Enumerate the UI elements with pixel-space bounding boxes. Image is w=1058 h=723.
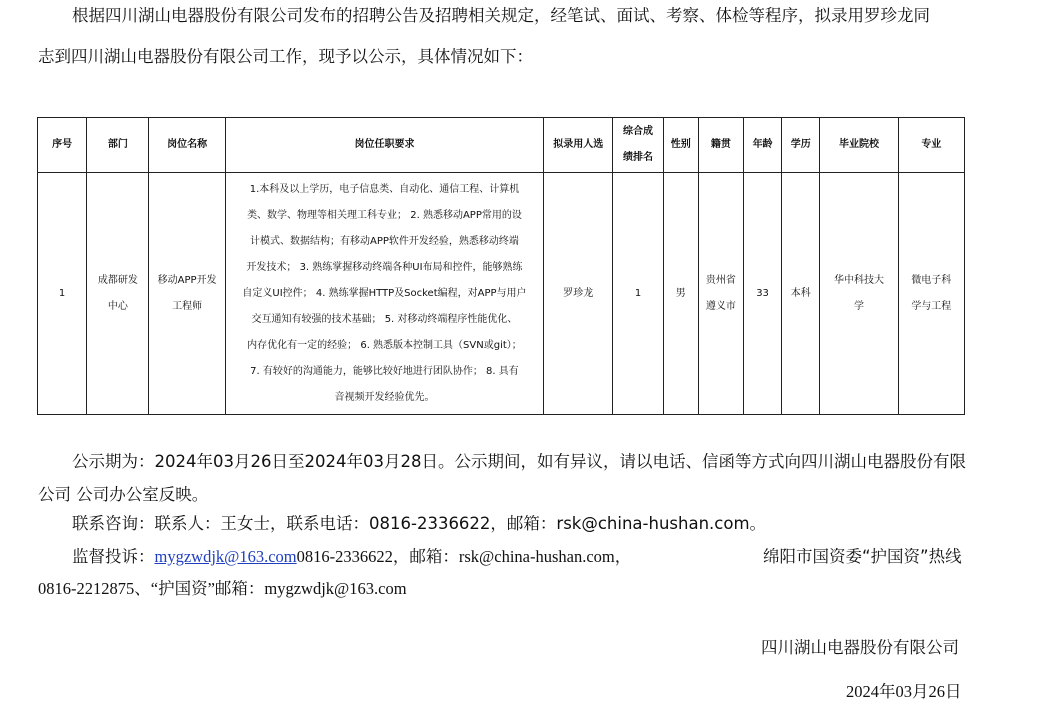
cell-school-b: 学 [853, 300, 864, 312]
cell-major-b: 学与工程 [911, 300, 952, 312]
header-major: 专业 [898, 118, 964, 173]
date: 2024年03月26日 [846, 682, 962, 701]
contact-line: 联系咨询：联系人：王女士，联系电话：0816-2336622，邮箱：rsk@china-hushan.com。 [72, 514, 767, 533]
req-line: 自定义UI控件； 4. 熟练掌握HTTP及Socket编程，对APP与用户 [242, 287, 527, 299]
cell-major [898, 173, 964, 415]
cell-school [820, 173, 898, 415]
header-rank-a: 综合成 [623, 126, 654, 137]
cell-candidate: 罗珍龙 [544, 173, 613, 415]
cell-major-a: 微电子科 [911, 274, 952, 286]
header-origin: 籍贯 [698, 118, 743, 173]
cell-position-a: 移动APP开发 [157, 274, 217, 286]
req-line: 7. 有较好的沟通能力，能够比较好地进行团队协作； 8. 具有 [250, 365, 519, 377]
cell-origin [698, 173, 743, 415]
cell-dept-a: 成都研发 [97, 274, 138, 286]
header-requirements: 岗位任职要求 [225, 118, 543, 173]
req-line: 交互通知有较强的技术基础； 5. 对移动终端程序性能优化、 [251, 313, 518, 325]
supervise-email-link[interactable]: mygzwdjk@163.com [154, 547, 297, 566]
notice-line-1: 公示期为：2024年03月26日至2024年03月28日。公示期间，如有异议，请以电话、信函等方式向四川湖山电器股份有限 [72, 452, 966, 471]
cell-education: 本科 [782, 173, 820, 415]
supervise-right: 绵阳市国资委“护国资”热线 [763, 547, 962, 566]
cell-position-b: 工程师 [172, 300, 203, 312]
intro-line-2: 志到四川湖山电器股份有限公司工作，现予以公示，具体情况如下： [38, 47, 533, 66]
req-line: 音视频开发经验优先。 [334, 391, 435, 403]
supervise-line-2: 0816-2212875、“护国资”邮箱：mygzwdjk@163.com [38, 579, 407, 598]
cell-position [149, 173, 225, 415]
supervise-line-1 [72, 547, 631, 567]
cell-seq: 1 [38, 173, 87, 415]
req-line: 内存优化有一定的经验； 6. 熟悉版本控制工具（SVN或git）； [247, 339, 522, 351]
header-rank-b: 绩排名 [623, 152, 654, 163]
header-rank [613, 118, 663, 173]
cell-origin-a: 贵州省 [705, 274, 736, 286]
cell-rank: 1 [613, 173, 663, 415]
cell-requirements [225, 173, 543, 415]
cell-dept [87, 173, 149, 415]
cell-dept-b: 中心 [107, 300, 128, 312]
table-header-row [38, 118, 965, 173]
req-line: 1.本科及以上学历，电子信息类、自动化、通信工程、计算机 [249, 183, 520, 195]
table-row [38, 173, 965, 415]
intro-line-1: 根据四川湖山电器股份有限公司发布的招聘公告及招聘相关规定，经笔试、面试、考察、体检等程序，拟录用罗珍龙同 [72, 6, 930, 25]
header-education: 学历 [782, 118, 820, 173]
header-position: 岗位名称 [149, 118, 225, 173]
header-gender: 性别 [663, 118, 698, 173]
supervise-prefix: 监督投诉： [72, 547, 155, 566]
cell-gender: 男 [663, 173, 698, 415]
header-age: 年龄 [743, 118, 781, 173]
hiring-table [37, 117, 965, 415]
header-school: 毕业院校 [820, 118, 898, 173]
cell-origin-b: 遵义市 [705, 300, 736, 312]
supervise-rest: 0816-2336622，邮箱：rsk@china-hushan.com， [296, 547, 632, 566]
req-line: 类、数学、物理等相关理工科专业； 2. 熟悉移动APP常用的设 [247, 209, 522, 221]
signature: 四川湖山电器股份有限公司 [761, 638, 959, 657]
header-seq: 序号 [38, 118, 87, 173]
cell-school-a: 华中科技大 [833, 274, 884, 286]
notice-line-2: 公司 公司办公室反映。 [38, 485, 209, 504]
req-line: 开发技术； 3. 熟练掌握移动终端各种UI布局和控件，能够熟练 [246, 261, 523, 273]
cell-age: 33 [743, 173, 781, 415]
req-line: 计模式、数据结构；有移动APP软件开发经验，熟悉移动终端 [250, 235, 519, 247]
header-dept: 部门 [87, 118, 149, 173]
header-candidate: 拟录用人选 [544, 118, 613, 173]
